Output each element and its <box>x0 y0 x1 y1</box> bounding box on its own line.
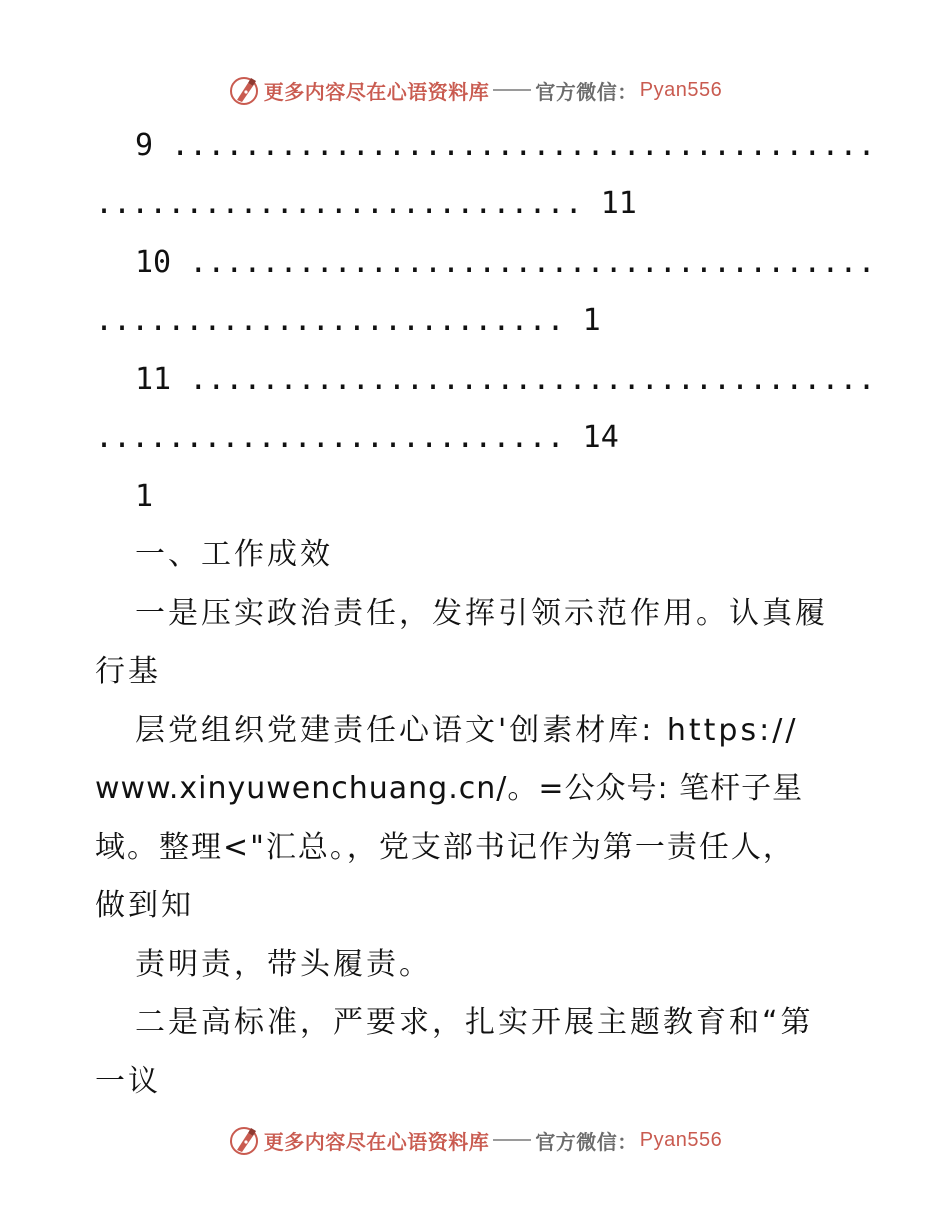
footer-brand-text: 更多内容尽在心语资料库 <box>263 1129 490 1154</box>
body-line: 一是压实政治责任，发挥引领示范作用。认真履 <box>135 596 828 631</box>
toc-entry-11-line1 <box>135 362 876 398</box>
toc-entry-10-line1 <box>135 245 876 281</box>
toc-entry-9-line2 <box>95 186 637 222</box>
header-wechat-id: Pyan556 <box>639 78 723 101</box>
header-banner-text <box>264 76 722 105</box>
body-line: 行基 <box>95 654 161 689</box>
toc-leader: ....................................... <box>171 128 876 163</box>
body-line: 一议 <box>95 1064 161 1099</box>
section-heading: 一、工作成效 <box>135 537 333 572</box>
header-sub-text: 官方微信： <box>535 79 638 104</box>
toc-page-number: 11 <box>600 186 637 221</box>
footer-sub-text: 官方微信： <box>535 1129 638 1154</box>
toc-leader: ........................... <box>95 186 583 221</box>
footer-banner <box>0 1120 950 1160</box>
body-line: 二是高标准，严要求，扎实开展主题教育和“第 <box>135 1005 814 1040</box>
header-dash-divider <box>493 89 531 91</box>
page-marker: 1 <box>135 479 154 514</box>
toc-number: 9 <box>135 128 154 163</box>
footer-banner-text <box>264 1126 722 1155</box>
toc-leader: ...................................... <box>189 245 876 280</box>
toc-leader: ...................................... <box>189 362 876 397</box>
toc-entry-11-line2 <box>95 420 619 456</box>
footer-wechat-id: Pyan556 <box>639 1128 723 1151</box>
toc-entry-9-line1 <box>135 128 876 164</box>
body-line: www.xinyuwenchuang.cn/。=公众号: 笔杆子星 <box>95 771 804 806</box>
toc-number: 11 <box>135 362 172 397</box>
toc-page-number: 1 <box>582 303 601 338</box>
body-line: 责明责，带头履责。 <box>135 947 432 982</box>
toc-entry-10-line2 <box>95 303 601 339</box>
header-brand-text: 更多内容尽在心语资料库 <box>263 79 490 104</box>
toc-leader: .......................... <box>95 420 565 455</box>
footer-dash-divider <box>493 1139 531 1141</box>
pen-nib-logo-icon <box>228 74 260 106</box>
toc-page-number: 14 <box>582 420 619 455</box>
pen-nib-logo-icon <box>228 1124 260 1156</box>
body-line: 做到知 <box>95 888 194 923</box>
body-line: 域。整理<"汇总。，党支部书记作为第一责任人， <box>95 830 795 865</box>
toc-number: 10 <box>135 245 172 280</box>
toc-leader: .......................... <box>95 303 565 338</box>
body-line: 层党组织党建责任心语文'创素材库: https:// <box>135 713 799 748</box>
header-banner <box>0 70 950 110</box>
